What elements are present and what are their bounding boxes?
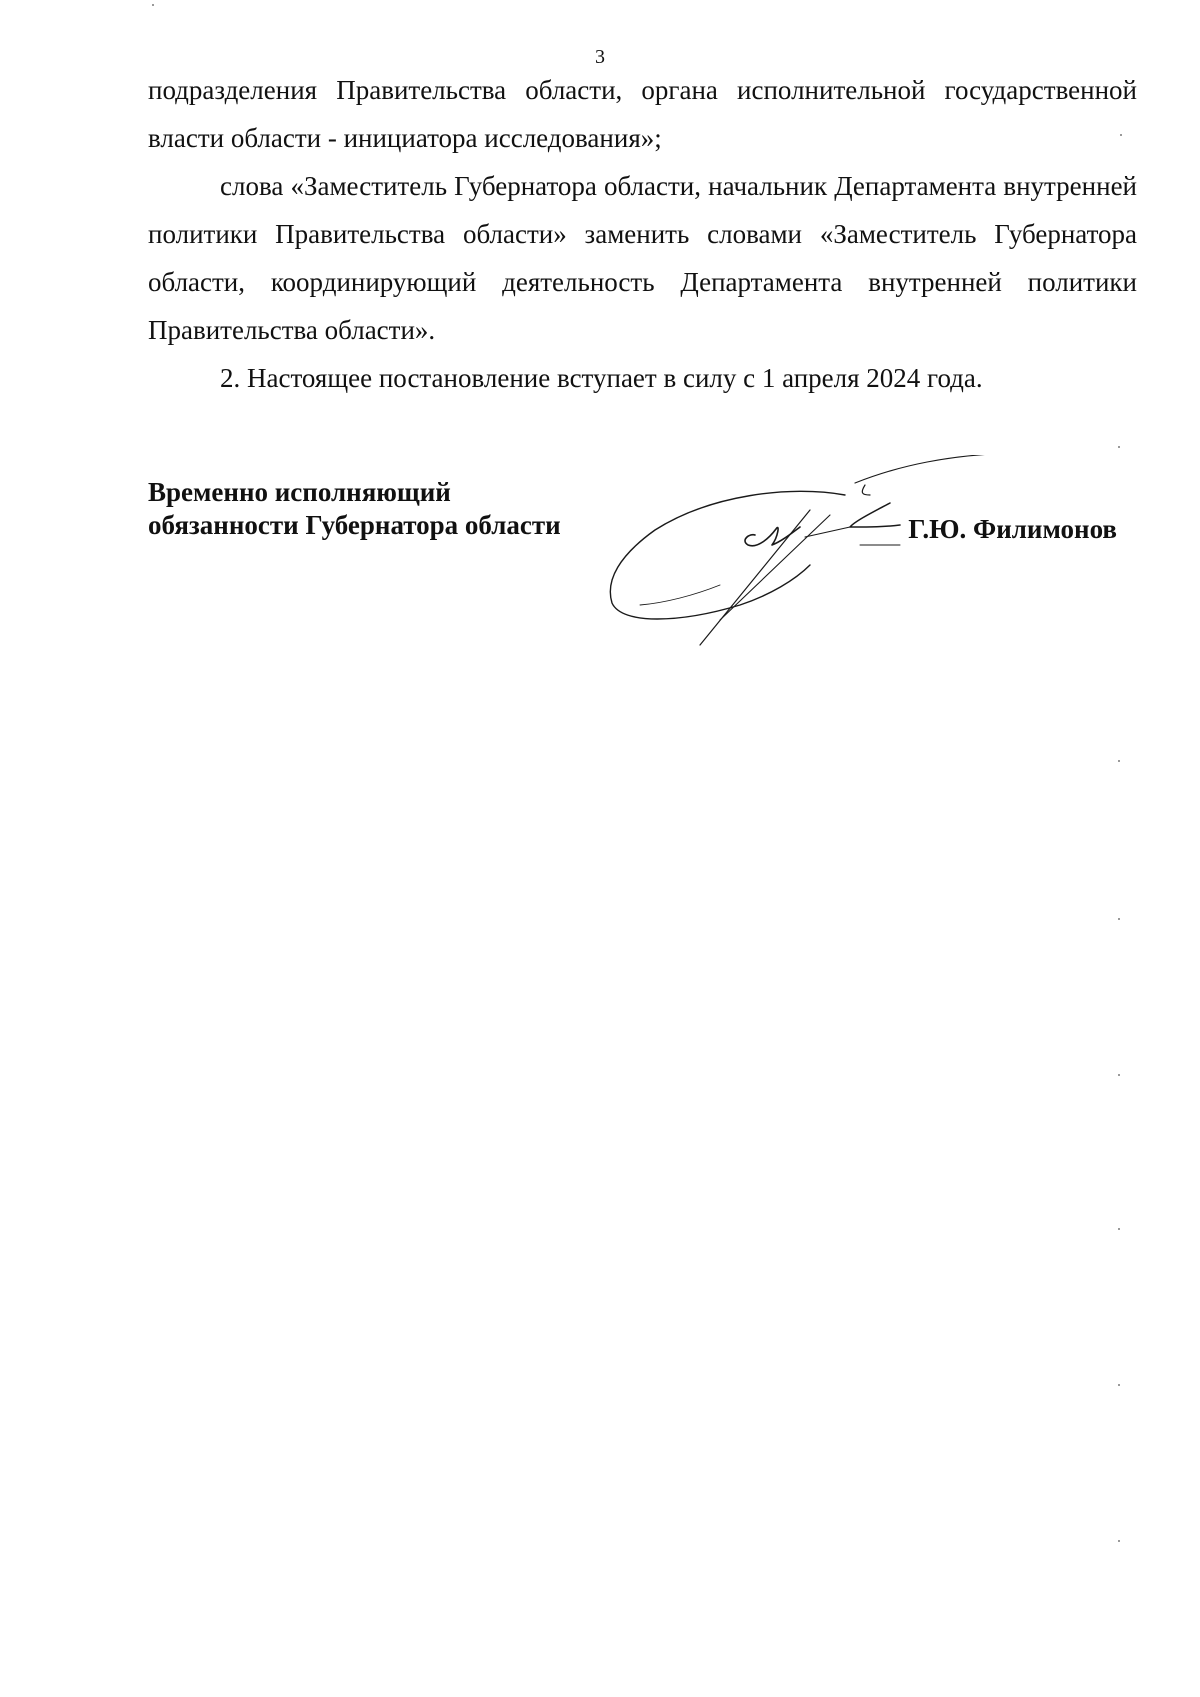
- handwritten-signature-icon: [600, 455, 1020, 655]
- paragraph-amendment: слова «Заместитель Губернатора области, начальник Департамента внутренней политики Правительства области» заменить словами «Заместитель Губернатора области, координирующий деятельность Департамента внутренней политики Правительства области».: [148, 171, 1137, 345]
- scan-artifact: [1118, 760, 1120, 762]
- signer-position-line-2: обязанности Губернатора области: [148, 510, 561, 540]
- signer-position-line-1: Временно исполняющий: [148, 477, 451, 507]
- paragraph-continuation: подразделения Правительства области, органа исполнительной государственной власти области - инициатора исследования»;: [148, 75, 1137, 153]
- page-number: 3: [595, 46, 605, 68]
- scan-artifact: [1118, 446, 1120, 448]
- scan-artifact: [1118, 918, 1120, 920]
- scan-artifact: [1120, 134, 1122, 136]
- signer-name: Г.Ю. Филимонов: [908, 514, 1117, 544]
- scan-artifact: [1118, 1074, 1120, 1076]
- scan-artifact: [1118, 1540, 1120, 1542]
- scan-artifact: [1118, 1384, 1120, 1386]
- signer-position: [148, 476, 628, 542]
- document-body: [148, 66, 1137, 402]
- scan-artifact: [1118, 1228, 1120, 1230]
- paragraph-effective-date: 2. Настоящее постановление вступает в силу с 1 апреля 2024 года.: [220, 363, 983, 393]
- scan-artifact: [152, 4, 154, 6]
